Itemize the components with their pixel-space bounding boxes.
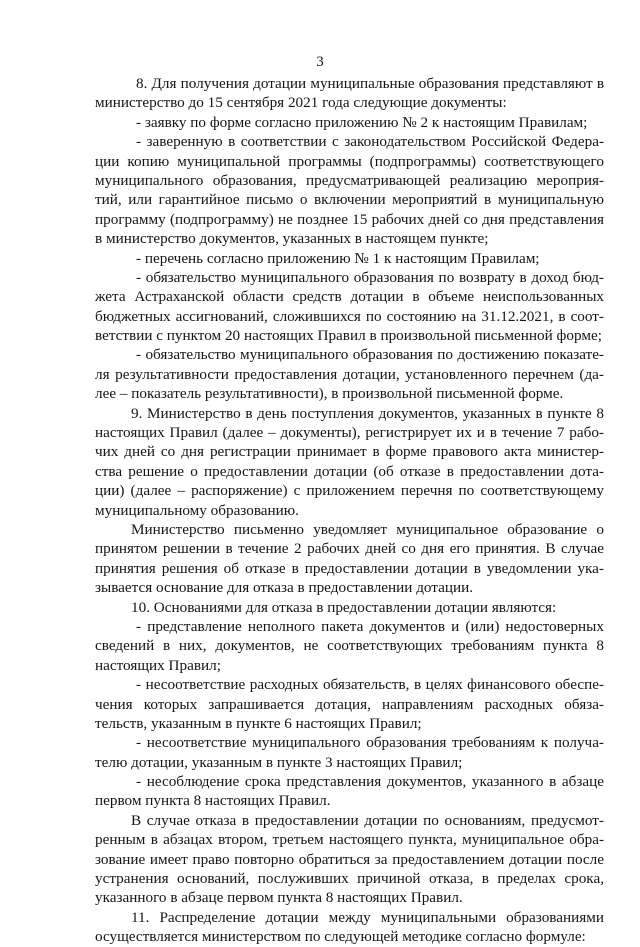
text-line: - несоответствие муниципального образования требованиям к получа- xyxy=(136,734,604,752)
text-line: - заверенную в соответствии с законодательством Российской Федера- xyxy=(136,133,604,151)
text-line: программу (подпрограмму) не позднее 15 рабочих дней со дня представления xyxy=(95,210,604,228)
text-line: принятом решении в течение 2 рабочих дней со дня его принятия. В случае xyxy=(95,540,604,558)
text-line: - обязательство муниципального образования по достижению показате- xyxy=(136,346,604,364)
text-line: осуществляется министерством по следующей методике согласно формуле: xyxy=(95,928,586,946)
text-line: - обязательство муниципального образования по возврату в доход бюд- xyxy=(136,268,604,286)
text-line: министерство до 15 сентября 2021 года следующие документы: xyxy=(95,94,507,112)
text-line: 9. Министерство в день поступления документов, указанных в пункте 8 xyxy=(131,404,604,422)
text-line: зование имеет право повторно обратиться за предоставлением дотации после xyxy=(95,850,604,868)
text-line: жета Астраханской области средств дотации в объеме неиспользованных xyxy=(95,288,604,306)
text-line: ренным в абзацах втором, третьем настоящего пункта, муниципальное обра- xyxy=(95,831,604,849)
text-line: - представление неполного пакета документов и (или) недостоверных xyxy=(136,617,604,635)
text-line: устранения оснований, послуживших причиной отказа, в пределах срока, xyxy=(95,870,604,888)
text-line: ля результативности предоставления дотации, установленного перечнем (да- xyxy=(95,365,604,383)
text-line: тельств, указанным в пункте 6 настоящих Правил; xyxy=(95,714,422,732)
text-line: В случае отказа в предоставлении дотации по основаниям, предусмот- xyxy=(131,811,604,829)
text-line: указанного в абзаце первом пункта 8 настоящих Правил. xyxy=(95,889,463,907)
text-line: ветствии с пунктом 20 настоящих Правил в произвольной письменной форме; xyxy=(95,327,602,345)
text-line: чих дней со дня регистрации принимает в форме правового акта министер- xyxy=(95,443,604,461)
text-line: принятия решения об отказе в предоставлении дотации в уведомлении ука- xyxy=(95,559,604,577)
body-text xyxy=(95,74,604,947)
text-line: - заявку по форме согласно приложению № 2 к настоящим Правилам; xyxy=(136,113,588,131)
text-line: тий, или гарантийное письмо о включении мероприятий в муниципальную xyxy=(95,191,604,209)
text-line: 8. Для получения дотации муниципальные образования представляют в xyxy=(136,75,604,92)
text-line: телю дотации, указанным в пункте 3 настоящих Правил; xyxy=(95,753,463,771)
text-line: 11. Распределение дотации между муниципальными образованиями xyxy=(131,908,604,926)
text-line: - перечень согласно приложению № 1 к настоящим Правилам; xyxy=(136,249,540,267)
text-line: муниципального образования, предусматривающей реализацию мероприя- xyxy=(95,171,604,189)
text-line: зывается основание для отказа в предоставлении дотации. xyxy=(95,579,474,597)
text-line: бюджетных ассигнований, сложившихся по состоянию на 31.12.2021, в соот- xyxy=(95,307,604,325)
text-line: Министерство письменно уведомляет муниципальное образование о xyxy=(131,520,604,538)
text-line: - несоблюдение срока представления документов, указанного в абзаце xyxy=(136,773,604,791)
text-line: 10. Основаниями для отказа в предоставлении дотации являются: xyxy=(131,598,557,616)
text-line: - несоответствие расходных обязательств, в целях финансового обеспе- xyxy=(136,676,604,694)
text-line: лее – показатель результативности), в произвольной письменной форме. xyxy=(95,385,564,403)
text-line: настоящих Правил; xyxy=(95,656,221,674)
text-line: ства решение о предоставлении дотации (об отказе в предоставлении дота- xyxy=(95,462,604,480)
text-line: первом пункта 8 настоящих Правил. xyxy=(95,792,331,810)
page-number: 3 xyxy=(316,54,324,70)
text-line: сведений в них, документов, не соответствующих требованиям пункта 8 xyxy=(95,637,604,655)
text-line: ции) (далее – распоряжение) с приложением перечня по соответствующему xyxy=(95,482,604,500)
text-line: в министерство документов, указанных в настоящем пункте; xyxy=(95,230,489,248)
text-line: чения которых запрашивается дотация, направлениям расходных обяза- xyxy=(95,695,604,713)
text-line: муниципальному образованию. xyxy=(95,501,299,519)
text-line: ции копию муниципальной программы (подпрограммы) соответствующего xyxy=(95,152,604,170)
text-line: настоящих Правил (далее – документы), регистрирует их и в течение 7 рабо- xyxy=(95,424,604,442)
